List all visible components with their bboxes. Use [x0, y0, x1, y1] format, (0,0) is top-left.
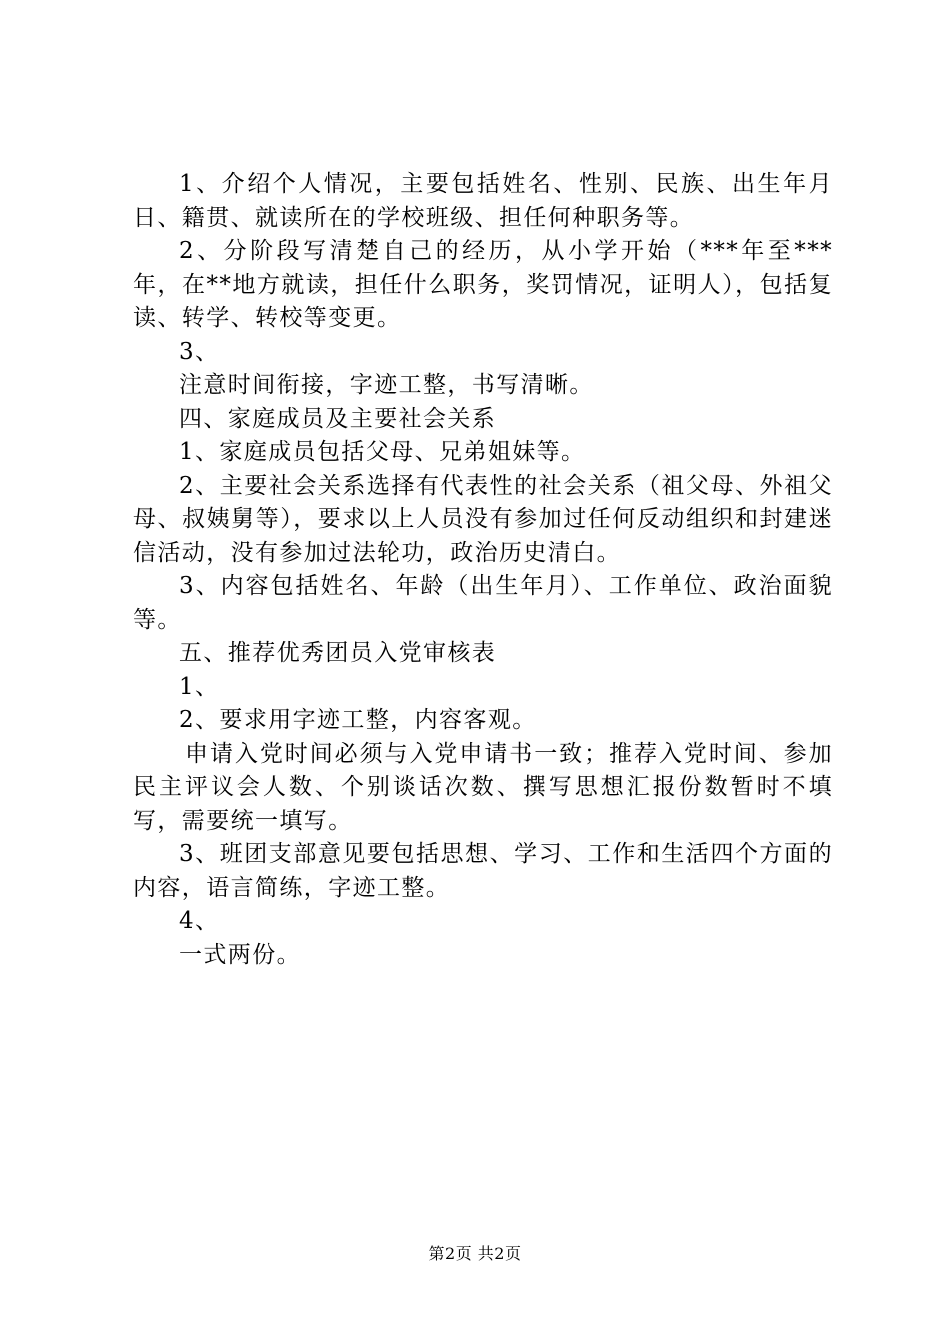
paragraph-item-4: 4、: [179, 908, 220, 934]
paragraph-content-fields: 3、内容包括姓名、年龄（出生年月）、工作单位、政治面貌等。: [133, 573, 833, 633]
paragraph-application-time: 申请入党时间必须与入党申请书一致；推荐入党时间、参加民主评议会人数、个别谈话次数、撰写思想汇报份数暂时不填写，需要统一填写。: [133, 740, 833, 834]
paragraph-family-members: 1、家庭成员包括父母、兄弟姐妹等。: [179, 439, 586, 465]
document-body: [133, 168, 833, 972]
paragraph-personal-info: 1、介绍个人情况，主要包括姓名、性别、民族、出生年月日、籍贯、就读所在的学校班级、担任何种职务等。: [133, 171, 833, 231]
section-heading-review-form: 五、推荐优秀团员入党审核表: [179, 640, 497, 666]
paragraph-writing-requirement: 2、要求用字迹工整，内容客观。: [179, 707, 537, 733]
paragraph-social-relations: 2、主要社会关系选择有代表性的社会关系（祖父母、外祖父母、叔姨舅等），要求以上人员没有参加过任何反动组织和封建迷信活动，没有参加过法轮功，政治历史清白。: [133, 472, 833, 566]
paragraph-time-note: 注意时间衔接，字迹工整，书写清晰。: [179, 372, 594, 398]
paragraph-item-1: 1、: [179, 673, 220, 700]
paragraph-experience: 2、分阶段写清楚自己的经历，从小学开始（***年至***年，在**地方就读，担任什么职务，奖罚情况，证明人），包括复读、转学、转校等变更。: [133, 238, 833, 331]
page-number-footer: 第2页 共2页: [428, 1244, 522, 1263]
paragraph-branch-opinion: 3、班团支部意见要包括思想、学习、工作和生活四个方面的内容，语言简练，字迹工整。: [133, 841, 833, 901]
paragraph-duplicate-copies: 一式两份。: [179, 941, 301, 968]
section-heading-family: 四、家庭成员及主要社会关系: [179, 405, 497, 432]
paragraph-item-3: 3、: [179, 338, 220, 365]
